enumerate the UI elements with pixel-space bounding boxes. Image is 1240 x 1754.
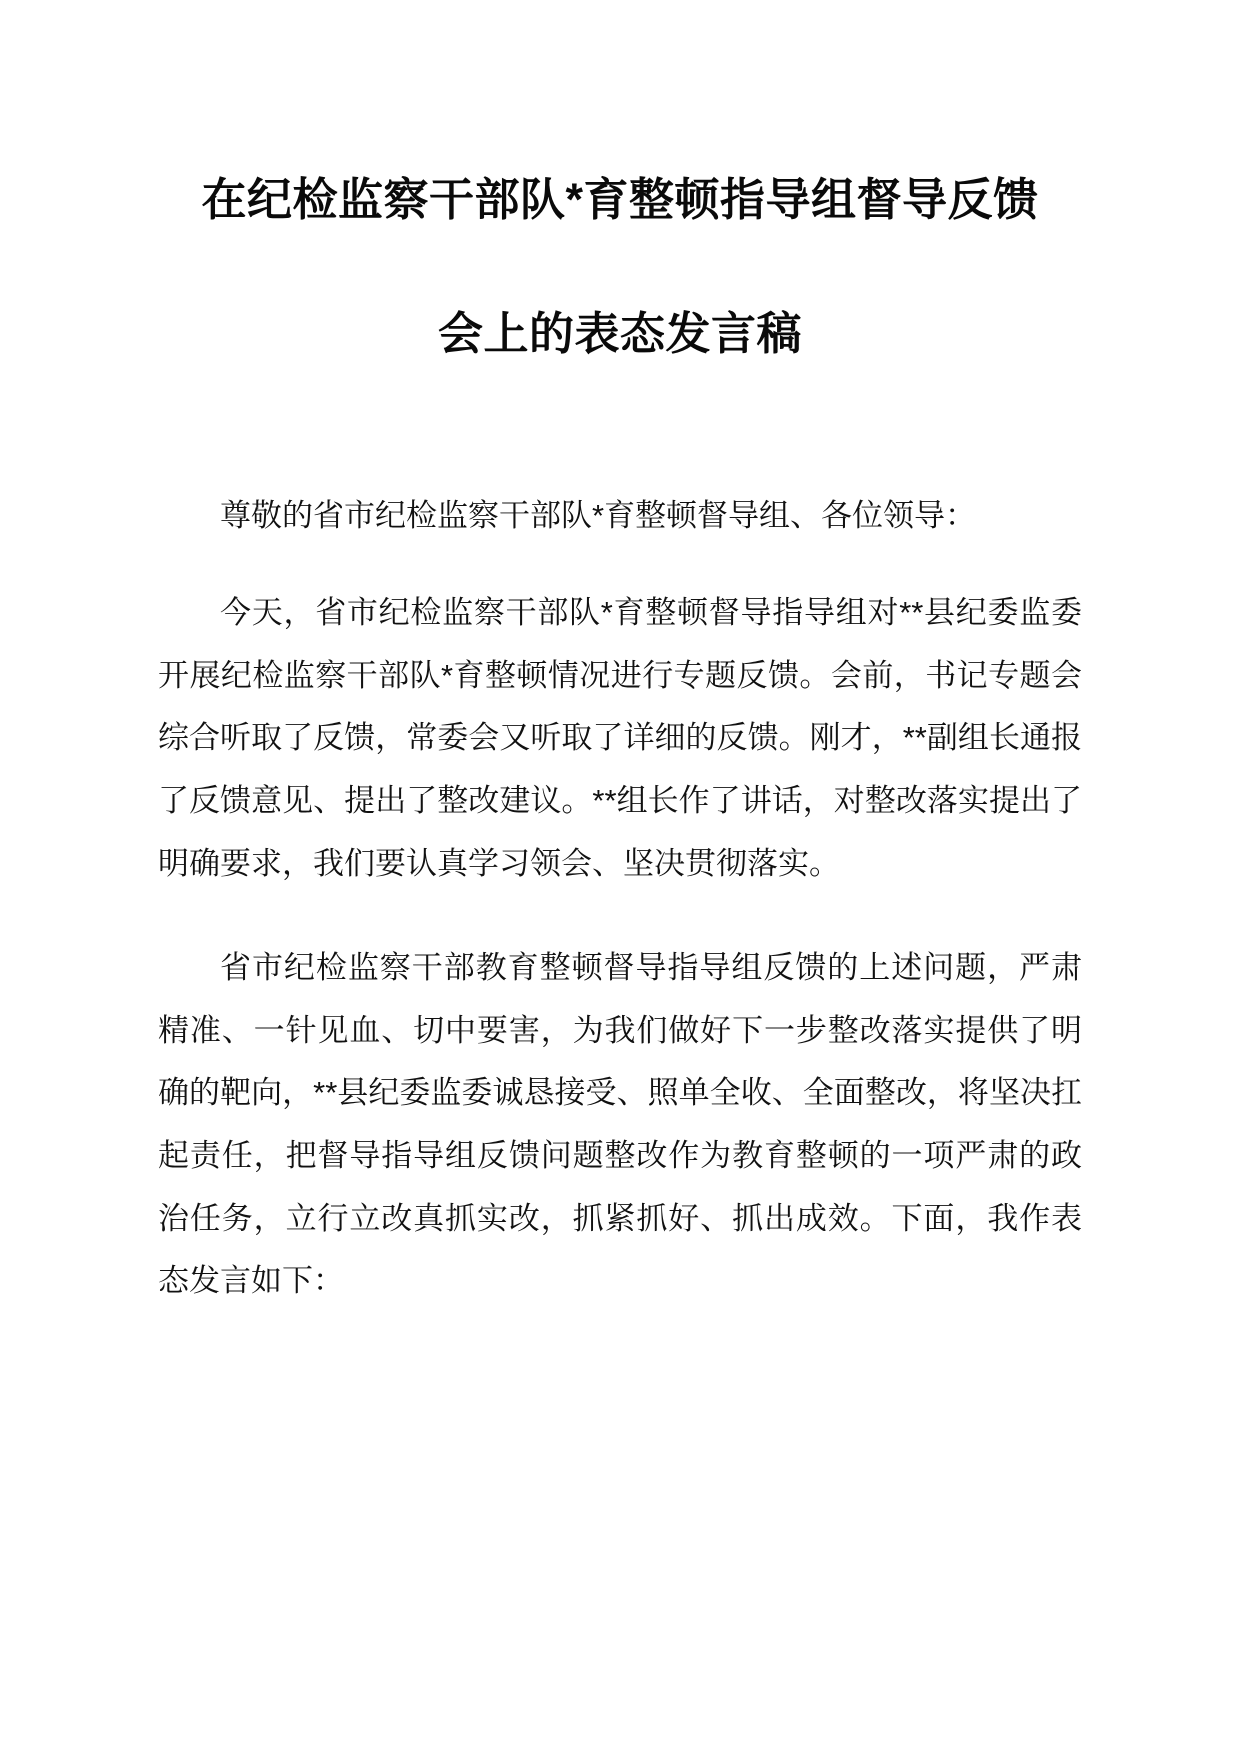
body-paragraph-2: 省市纪检监察干部教育整顿督导指导组反馈的上述问题，严肃精准、一针见血、切中要害，为我们做好下一步整改落实提供了明确的靶向，**县纪委监委诚恳接受、照单全收、全面整改，将坚决扛起责任，把督导指导组反馈问题整改作为教育整顿的一项严肃的政治任务，立行立改真抓实改，抓紧抓好、抓出成效。下面，我作表态发言如下：: [158, 950, 1082, 1299]
salutation-line: 尊敬的省市纪检监察干部队*育整顿督导组、各位领导：: [220, 497, 977, 533]
title-line-1: 在纪检监察干部队*育整顿指导组督导反馈: [201, 174, 1039, 225]
title-line-2: 会上的表态发言稿: [437, 307, 802, 359]
page-title: [158, 168, 1082, 366]
document-content: [158, 0, 1082, 1344]
body-paragraph-1: 今天，省市纪检监察干部队*育整顿督导指导组对**县纪委监委开展纪检监察干部队*育整顿情况进行专题反馈。会前，书记专题会综合听取了反馈，常委会又听取了详细的反馈。刚才，**副组长通报了反馈意见、提出了整改建议。**组长作了讲话，对整改落实提出了明确要求，我们要认真学习领会、坚决贯彻落实。: [158, 595, 1082, 881]
